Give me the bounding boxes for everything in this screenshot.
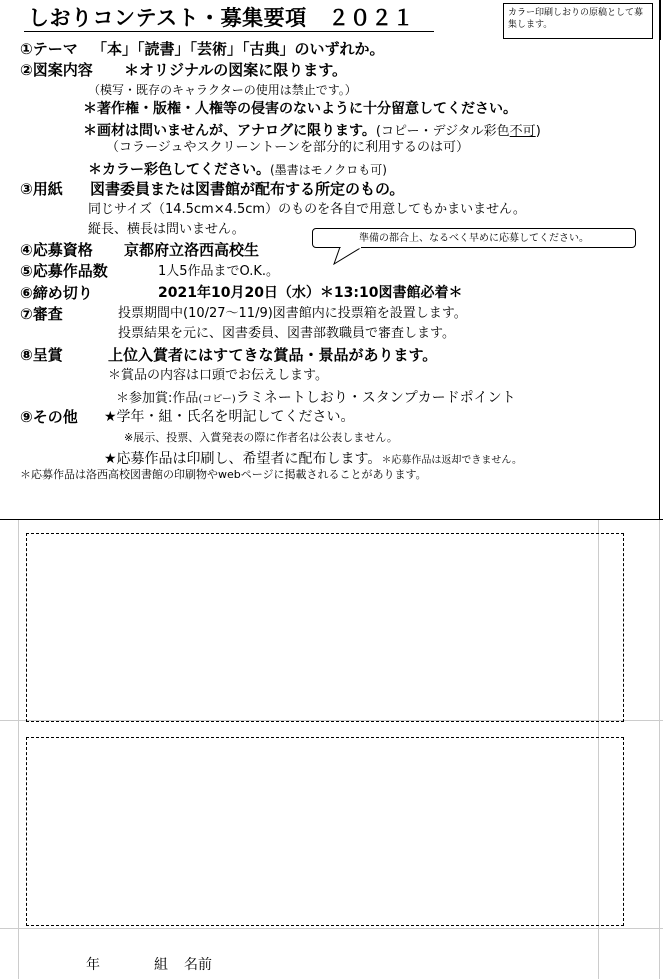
design-note-3-bold: ＊画材は問いませんが、アナログに限ります。 [83, 123, 376, 139]
design-note-3-close: ) [535, 124, 541, 139]
prize-main: 上位入賞者にはすてきな賞品・景品があります。 [108, 346, 438, 364]
theme-text: 「本」「読書」「芸術」「古典」のいずれか。 [92, 40, 385, 58]
other-note-2-main: ★応募作品は印刷し、希望者に配布します。 [104, 451, 382, 467]
eligibility-text: 京都府立洛西高校生 [124, 241, 260, 259]
name-label: 名前 [184, 957, 212, 973]
prize-note-1: ＊賞品の内容は口頭でお伝えします。 [108, 368, 328, 383]
bookmark-frame-1 [26, 533, 624, 722]
deadline-text: 2021年10月20日（水）＊13:10図書館必着＊ [158, 285, 463, 301]
count-label: ⑤応募作品数 [20, 262, 108, 280]
title-underline [24, 31, 434, 32]
design-note-3-tail: (コピー・デジタル彩色 [375, 124, 510, 139]
other-note-2 [104, 450, 522, 466]
prize-note-2-a: ＊参加賞:作品 [116, 391, 199, 406]
paper-note-2: 縦長、横長は問いません。 [88, 222, 245, 237]
design-note-1: （模写・既存のキャラクターの使用は禁止です。） [88, 83, 357, 97]
prize-label: ⑧呈賞 [20, 346, 63, 364]
design-note-2: ＊著作権・版権・人権等の侵害のないように十分留意してください。 [83, 101, 517, 117]
design-label: ②図案内容 [20, 61, 93, 79]
page-title: しおりコンテスト・募集要項 ２０２１ [28, 6, 415, 30]
other-note-2-small: ＊応募作品は返却できません。 [381, 455, 523, 466]
design-note-3 [83, 122, 541, 138]
judging-line-1: 投票期間中(10/27～11/9)図書館内に投票箱を設置します。 [118, 306, 467, 321]
prize-note-2 [116, 389, 516, 405]
early-submission-callout: 準備の都合上、なるべく早めに応募してください。 [312, 228, 636, 248]
judging-label: ⑦審査 [20, 305, 63, 323]
other-label: ⑨その他 [20, 408, 78, 426]
other-main: ★学年・組・氏名を明記してください。 [104, 409, 355, 425]
judging-line-2: 投票結果を元に、図書委員、図書部教職員で審査します。 [118, 326, 455, 341]
other-note-3: ＊応募作品は洛西高校図書館の印刷物やwebページに掲載されることがあります。 [20, 468, 427, 481]
other-note-1: ※展示、投票、入賞発表の際に作者名は公表しません。 [124, 431, 398, 444]
design-main: ＊オリジナルの図案に限ります。 [124, 61, 348, 79]
design-note-5 [88, 161, 387, 177]
design-note-5-bold: ＊カラー彩色してください。 [88, 162, 270, 178]
year-label: 年 [86, 957, 100, 973]
deadline-label: ⑥締め切り [20, 284, 93, 302]
paper-main: 図書委員または図書館が配布する所定のもの。 [90, 180, 405, 198]
prize-note-2-copy: (コピー) [198, 394, 236, 405]
grid-line [0, 928, 663, 929]
bookmark-frame-2 [26, 737, 624, 926]
paper-label: ③用紙 [20, 180, 63, 198]
prize-note-2-c: ラミネートしおり・スタンプカードポイント [235, 390, 516, 406]
color-print-note: カラー印刷しおりの原稿として募集します。 [503, 3, 653, 39]
count-text: 1人5作品までO.K.。 [158, 264, 280, 279]
eligibility-label: ④応募資格 [20, 241, 93, 259]
paper-note-1: 同じサイズ（14.5cm×4.5cm）のものを各自で用意してもかまいません。 [88, 202, 526, 217]
grid-line [18, 520, 19, 979]
theme-label: ①テーマ [20, 40, 78, 58]
class-label: 組 [154, 957, 168, 973]
design-note-4: （コラージュやスクリーントーンを部分的に利用するのは可） [106, 140, 469, 155]
grid-line [659, 520, 660, 979]
design-note-3-not-allowed: 不可 [509, 124, 536, 139]
page-border-right [659, 0, 660, 520]
callout-tail [332, 247, 372, 265]
design-note-5-tail: (墨書はモノクロも可) [270, 163, 387, 177]
section-separator [0, 519, 663, 520]
